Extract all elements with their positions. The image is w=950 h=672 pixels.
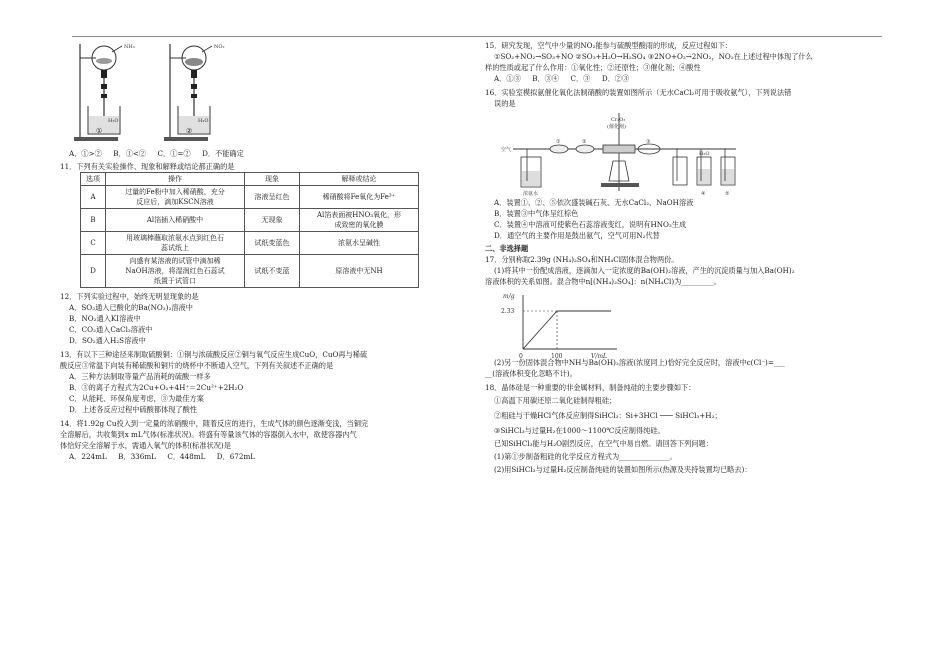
q15-stem-line3: 样的性质或起了什么作用：①氧化性；②还原性；③催化剂；④酸性: [485, 63, 701, 72]
graph-x-label: V/mL: [591, 353, 608, 359]
q15-options: [485, 73, 885, 84]
q17-part2-line2: __(溶液体积变化忽略不计)。: [485, 369, 577, 378]
q11-row-b-conclusion-line2: 成致密的氧化膜: [334, 221, 384, 229]
q16-option-a: A．装置①、②、⑤依次盛装碱石灰、无水CaCl₂、NaOH溶液: [494, 198, 694, 207]
q11-row-c-conclusion: 浓氨水呈碱性: [300, 232, 419, 255]
apparatus-3-label: ③: [646, 139, 651, 145]
graph-origin: 0: [519, 353, 523, 359]
ammonia-label: 浓氨水: [523, 191, 539, 197]
q12-option-c: C．CO₂通入CaCl₂溶液中: [69, 325, 153, 334]
q15-option-b: B．③④: [532, 74, 560, 83]
q18-known: 已知SiHCl₃能与H₂O剧烈反应，在空气中易自燃。请回答下列问题：: [494, 439, 713, 448]
q15-option-c: C．③: [570, 74, 591, 83]
q18-step1: ①高温下用碳还原二氧化硅制得粗硅；: [494, 396, 617, 405]
q11-stem: 11．下列有关实验操作、现象和解释或结论都正确的是: [60, 162, 235, 171]
q11-row-d-conclusion: 原溶液中无NH: [300, 255, 419, 288]
q11-header-conclusion: 解释或结论: [300, 173, 419, 186]
q11-row-b-op-line1: Al箔插入稀硝酸中: [106, 209, 245, 232]
q12-stem: 12．下列实验过程中，始终无明显现象的是: [60, 292, 199, 301]
left-column: [60, 40, 460, 462]
gas-label-1: NH₃: [124, 44, 135, 50]
q13-option-a: A．三种方法制取等量产品消耗的硫酸一样多: [69, 372, 211, 381]
q11-row-d-op-line2: NaOH溶液，将湿润红色石蕊试: [125, 267, 225, 275]
q14-option-d: D．672mL: [216, 452, 256, 461]
apparatus-4-label: ④: [701, 191, 706, 197]
q11-header-row: [81, 173, 419, 186]
air-label: 空气: [501, 147, 512, 153]
q14-option-b: B．336mL: [118, 452, 156, 461]
q11-row-c-op-line1: 用玻璃棒蘸取浓氨水点到红色石: [126, 234, 224, 242]
q11-row-a-conclusion: 稀硝酸将Fe氧化为Fe³⁺: [300, 186, 419, 209]
q10-options: [60, 148, 460, 159]
q16-option-b: B．装置③中气体呈红棕色: [494, 209, 579, 218]
q11-table: [80, 172, 419, 288]
q13-stem-line1: 13．有以下三种途径来制取硫酸铜：①铜与浓硫酸反应②铜与氧气反应生成CuO，CuO再与稀硫: [60, 350, 368, 359]
q11-header-phenomenon: 现象: [245, 173, 300, 186]
apparatus-1-label: ①: [556, 139, 561, 145]
q18-stem: 18．晶体硅是一种重要的非金属材料，制备纯硅的主要步骤如下：: [485, 383, 696, 392]
q11-row-b-option: B: [81, 209, 106, 232]
q17-part2-line1: (2)另一份固体混合物中NH与Ba(OH)₂溶液(浓度同上)恰好完全反应时，溶液中c(Cl⁻)=___: [494, 358, 785, 367]
q11-row-c-op-line2: 蕊试纸上: [161, 244, 189, 252]
q11-row-d: [81, 255, 419, 288]
q12-option-a: A．SO₂通入已酸化的Ba(NO₃)₂溶液中: [69, 303, 193, 312]
q10-option-a: A．①>②: [69, 149, 102, 158]
q11-row-b-phenomenon: 无现象: [245, 209, 300, 232]
q12-option-b: B．NO₂通入KI溶液中: [69, 314, 141, 323]
q11-row-a-option: A: [81, 186, 106, 209]
q13-option-b: B．③的离子方程式为2Cu+O₂+4H⁺＝2Cu²⁺+2H₂O: [69, 383, 244, 392]
q17-part1-line1: (1)将其中一份配成溶液，逐滴加入一定浓度的Ba(OH)₂溶液，产生的沉淀质量与加入Ba(OH)₂: [494, 266, 795, 275]
q16-option-c: C．装置④中溶液可使紫色石蕊溶液变红，说明有HNO₃生成: [494, 220, 687, 229]
q15-stem-line1: 15．研究发现，空气中少量的NO₂能参与硫酸型酸雨的形成，反应过程如下：: [485, 41, 733, 50]
water-label: H₂O: [699, 151, 710, 157]
q14-option-c: C．448mL: [167, 452, 206, 461]
q16-apparatus-diagram: [485, 109, 885, 197]
q11-header-operation: 操作: [106, 173, 245, 186]
section-title-nonchoice: 二、非选择题: [485, 244, 529, 253]
gas-label-2: NO₂: [214, 44, 225, 50]
q14-stem-line3: 体恰好完全溶解于水，需通入氧气的体积(标准状况)是: [60, 441, 231, 450]
figure-number-1: ①: [96, 127, 103, 135]
q14-stem-line1: 14．将1.92g Cu投入到一定量的浓硝酸中，随着反应的进行，生成气体的颜色逐渐变浅，当铜完: [60, 419, 369, 428]
right-column: [485, 40, 885, 475]
q11-row-d-option: D: [81, 255, 106, 288]
graph-x-tick: 100: [551, 353, 563, 359]
q15-option-a: A．①③: [494, 74, 521, 83]
q17-stem: 17．分别称取2.39g (NH₄)₂SO₄和NH₄Cl固体混合物两份。: [485, 255, 679, 264]
q11-row-a: [81, 186, 419, 209]
q11-row-c: [81, 232, 419, 255]
q11-header-option: 选项: [81, 173, 106, 186]
q17-part1-line2: 溶液体积的关系如图。混合物中n[(NH₄)₂SO₄]：n(NH₄Cl)为_________。: [485, 277, 721, 286]
q18-question1: (1)第①步制备粗硅的化学反应方程式为______________。: [494, 452, 677, 461]
apparatus-2-label: ②: [582, 139, 587, 145]
fountain-apparatus-2: [164, 40, 244, 146]
q11-row-a-op-line1: 过量的Fe粉中加入稀硝酸，充分: [125, 188, 225, 196]
q11-row-b: [81, 209, 419, 232]
catalyst-label-1: Cr₂O₃: [611, 117, 626, 123]
q11-row-c-phenomenon: 试纸变蓝色: [245, 232, 300, 255]
fountain-apparatus-1: [74, 40, 154, 146]
q18-question2: (2)用SiHCl₃与过量H₂反应制备纯硅的装置如图所示(热源及夹持装置均已略去)：: [494, 465, 752, 474]
q14-option-a: A．224mL: [69, 452, 107, 461]
q17-precipitate-graph: [485, 287, 885, 357]
q18-step2: ②粗硅与干燥HCl气体反应制得SiHCl₃：Si+3HCl ─── SiHCl₃+H₂；: [494, 411, 722, 420]
q14-stem-line2: 全溶解后，共收集到x mL气体(标准状况)。将盛有等量该气体的容器倒入水中，欲使容器内气: [60, 430, 357, 439]
apparatus-5-label: ⑤: [725, 191, 730, 197]
q11-row-a-phenomenon: 溶液呈红色: [245, 186, 300, 209]
q11-row-b-conclusion-line1: Al箔表面被HNO₃氧化，形: [316, 211, 402, 219]
q10-option-b: B．①<②: [113, 149, 147, 158]
q10-option-d: D．不能确定: [202, 149, 244, 158]
q18-step3: ③SiHCl₃与过量H₂在1000～1100℃反应制得纯硅。: [494, 426, 665, 435]
water-label-1: H₂O: [108, 118, 119, 124]
q16-stem-line1: 16．实验室模拟氨催化氧化法制硝酸的装置如图所示（无水CaCl₂可用于吸收氨气），下列说法错: [485, 88, 792, 97]
q13-stem-line2: 酸反应③常温下向装有稀硫酸和铜片的烧杯中不断通入空气，下列有关叙述不正确的是: [60, 361, 334, 370]
header-rule: [72, 36, 882, 37]
q11-row-d-phenomenon: 试纸不变蓝: [245, 255, 300, 288]
q14-options: [60, 451, 460, 462]
q11-row-a-op-line2: 反应后，滴加KSCN溶液: [136, 198, 214, 206]
fountain-figures: [60, 40, 460, 148]
graph-y-label: m/g: [503, 293, 515, 300]
q12-option-d: D．SO₂通入H₂S溶液中: [69, 336, 146, 345]
q15-stem-line2: ①SO₂+NO₂→SO₃+NO ②SO₃+H₂O→H₂SO₄ ③2NO+O₂→2NO₂，NO₂在上述过程中体现了什么: [494, 52, 813, 61]
q16-stem-line2: 误的是: [494, 99, 516, 108]
q16-option-d: D．通空气的主要作用是鼓出氨气，空气可用N₂代替: [494, 231, 660, 240]
q13-option-c: C．从能耗、环保角度考虑，③为最佳方案: [69, 394, 204, 403]
q11-row-c-option: C: [81, 232, 106, 255]
q13-option-d: D．上述各反应过程中硫酸都体现了酸性: [69, 405, 197, 414]
q11-row-d-op-line1: 向盛有某溶液的试管中滴加稀: [129, 257, 221, 265]
q11-row-d-op-line3: 纸置于试管口: [154, 277, 196, 285]
figure-number-2: ②: [186, 127, 193, 135]
water-label-2: H₂O: [198, 118, 209, 124]
catalyst-label-2: (催化剂): [607, 124, 626, 130]
graph-y-tick: 2.33: [501, 308, 515, 315]
q10-option-c: C．①=②: [157, 149, 191, 158]
q15-option-d: D．②③: [601, 74, 630, 83]
